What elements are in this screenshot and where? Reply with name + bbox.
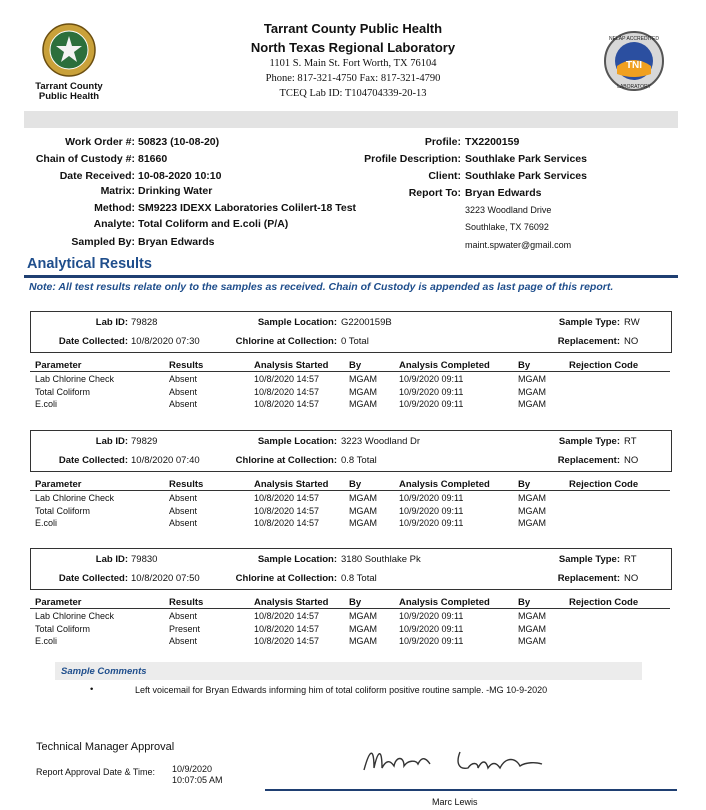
report-address-line1: 3223 Woodland Drive — [465, 205, 552, 215]
table-cell: 10/8/2020 14:57 — [254, 505, 320, 516]
section-rule — [24, 275, 678, 278]
column-header-5: By — [518, 597, 531, 608]
signature-line — [265, 789, 677, 791]
table-cell: Absent — [169, 386, 198, 397]
replacement-value: NO — [624, 573, 639, 584]
date-collected-value: 10/8/2020 07:50 — [131, 573, 200, 584]
column-header-6: Rejection Code — [569, 597, 639, 608]
signature-text: Marc Lewis — [360, 742, 366, 743]
date-received-label: Date Received: — [59, 170, 135, 182]
table-cell: Absent — [169, 493, 198, 503]
approval-time: 10:07:05 AM — [172, 775, 223, 785]
table-cell: MGAM — [349, 518, 377, 528]
chlorine-value: 0.8 Total — [341, 573, 377, 584]
chlorine-label: Chlorine at Collection: — [235, 336, 337, 347]
table-cell: MGAM — [518, 611, 546, 621]
table-cell: MGAM — [349, 623, 377, 634]
table-cell: MGAM — [349, 399, 377, 409]
column-header-2: Analysis Started — [254, 597, 329, 608]
table-cell: E.coli — [35, 636, 58, 646]
table-header-rule — [30, 490, 670, 491]
table-cell: MGAM — [518, 518, 546, 528]
table-cell: Total Coliform — [35, 623, 91, 634]
replacement-label: Replacement: — [557, 336, 620, 347]
table-cell: MGAM — [518, 636, 546, 646]
table-cell: E.coli — [35, 518, 58, 528]
nelap-logo-bottom-text: LABORATORY — [617, 84, 651, 90]
column-header-2: Analysis Started — [254, 360, 329, 371]
column-header-3: By — [349, 597, 362, 608]
column-header-4: Analysis Completed — [399, 360, 490, 371]
table-cell: 10/9/2020 09:11 — [399, 374, 464, 384]
lab-id-label: Lab ID: — [95, 317, 128, 328]
table-cell: Absent — [169, 374, 198, 384]
table-header-rule — [30, 371, 670, 372]
column-header-0: Parameter — [35, 479, 82, 490]
table-cell: MGAM — [349, 374, 377, 384]
analyte-label: Analyte: — [93, 218, 135, 230]
column-header-1: Results — [169, 597, 204, 608]
client-label: Client: — [428, 170, 461, 182]
table-cell: MGAM — [349, 505, 377, 516]
column-header-6: Rejection Code — [569, 479, 639, 490]
table-cell: Present — [169, 623, 201, 634]
table-cell: 10/8/2020 14:57 — [254, 386, 320, 397]
nelap-logo-top-text: NELAP ACCREDITED — [609, 36, 659, 42]
lab-address: 1101 S. Main St. Fort Worth, TX 76104 — [269, 58, 437, 69]
analyte-value: Total Coliform and E.coli (P/A) — [138, 218, 289, 230]
table-cell: 10/8/2020 14:57 — [254, 374, 320, 384]
table-cell: 10/8/2020 14:57 — [254, 623, 320, 634]
date-collected-label: Date Collected: — [58, 573, 128, 584]
logo-text-line2: Public Health — [38, 91, 100, 102]
replacement-label: Replacement: — [557, 455, 620, 466]
column-header-1: Results — [169, 360, 204, 371]
table-cell: 10/9/2020 09:11 — [399, 623, 464, 634]
lab-phone: Phone: 817-321-4750 Fax: 817-321-4790 — [265, 73, 441, 84]
table-cell: Lab Chlorine Check — [35, 493, 115, 503]
chlorine-value: 0 Total — [341, 336, 369, 347]
column-header-4: Analysis Completed — [399, 479, 490, 490]
date-collected-label: Date Collected: — [58, 336, 128, 347]
comments-title: Sample Comments — [61, 666, 147, 677]
logo-text-line1: Tarrant County — [35, 81, 103, 92]
method-label: Method: — [94, 202, 135, 214]
column-header-6: Rejection Code — [569, 360, 639, 371]
chlorine-label: Chlorine at Collection: — [235, 573, 337, 584]
report-to-label: Report To: — [408, 187, 461, 199]
table-cell: 10/8/2020 14:57 — [254, 518, 320, 528]
table-cell: E.coli — [35, 399, 58, 409]
profile-description-value: Southlake Park Services — [465, 153, 587, 165]
profile-value: TX2200159 — [465, 136, 520, 148]
table-cell: MGAM — [349, 386, 377, 397]
profile-label: Profile: — [424, 136, 461, 148]
approval-date: 10/9/2020 — [172, 764, 213, 774]
approval-title: Technical Manager Approval — [36, 741, 175, 753]
sample-location-label: Sample Location: — [257, 554, 337, 565]
table-cell: 10/8/2020 14:57 — [254, 399, 320, 409]
approval-date-label: Report Approval Date & Time: — [36, 767, 156, 777]
replacement-label: Replacement: — [557, 573, 620, 584]
table-cell: 10/9/2020 09:11 — [399, 636, 464, 646]
table-header-rule — [30, 608, 670, 609]
table-cell: 10/9/2020 09:11 — [399, 399, 464, 409]
org-name: Tarrant County Public Health — [263, 21, 443, 36]
table-cell: Absent — [169, 636, 198, 646]
column-header-3: By — [349, 479, 362, 490]
sample-type-value: RW — [624, 317, 640, 328]
table-cell: 10/8/2020 14:57 — [254, 611, 320, 621]
table-cell: Lab Chlorine Check — [35, 611, 115, 621]
lab-id-label: Lab ID: — [95, 554, 128, 565]
lab-id-value: 79829 — [131, 436, 158, 447]
sample-location-label: Sample Location: — [257, 317, 337, 328]
table-cell: 10/9/2020 09:11 — [399, 518, 464, 528]
column-header-0: Parameter — [35, 360, 82, 371]
table-cell: 10/9/2020 09:11 — [399, 505, 464, 516]
table-cell: Absent — [169, 518, 198, 528]
date-collected-label: Date Collected: — [58, 455, 128, 466]
column-header-4: Analysis Completed — [399, 597, 490, 608]
report-email: maint.spwater@gmail.com — [465, 240, 572, 250]
replacement-value: NO — [624, 455, 639, 466]
table-cell: Total Coliform — [35, 386, 91, 397]
column-header-5: By — [518, 360, 531, 371]
table-cell: MGAM — [518, 374, 546, 384]
sampled-by-value: Bryan Edwards — [138, 236, 215, 248]
sample-type-label: Sample Type: — [558, 554, 620, 565]
work-order-label: Work Order #: — [65, 136, 135, 148]
replacement-value: NO — [624, 336, 639, 347]
table-cell: MGAM — [349, 636, 377, 646]
table-cell: Absent — [169, 611, 198, 621]
sample-location-value: 3180 Southlake Pk — [341, 554, 421, 565]
sample-type-label: Sample Type: — [558, 436, 620, 447]
coc-label: Chain of Custody #: — [35, 153, 135, 165]
report-to-value: Bryan Edwards — [465, 187, 542, 199]
table-cell: Lab Chlorine Check — [35, 374, 115, 384]
sample-location-value: G2200159B — [341, 317, 392, 328]
column-header-1: Results — [169, 479, 204, 490]
lab-name: North Texas Regional Laboratory — [250, 40, 456, 55]
table-cell: Total Coliform — [35, 505, 91, 516]
sample-type-value: RT — [624, 436, 637, 447]
column-header-0: Parameter — [35, 597, 82, 608]
sample-location-value: 3223 Woodland Dr — [341, 436, 421, 447]
column-header-3: By — [349, 360, 362, 371]
signature-image — [360, 742, 550, 778]
table-cell: Absent — [169, 505, 198, 516]
sample-type-label: Sample Type: — [558, 317, 620, 328]
matrix-label: Matrix: — [100, 185, 135, 197]
table-cell: MGAM — [518, 505, 546, 516]
table-cell: MGAM — [518, 493, 546, 503]
lab-id-label: Lab ID: — [95, 436, 128, 447]
date-received-value: 10-08-2020 10:10 — [138, 170, 222, 182]
sample-type-value: RT — [624, 554, 637, 565]
chlorine-label: Chlorine at Collection: — [235, 455, 337, 466]
tni-logo-text: TNI — [625, 60, 643, 71]
coc-value: 81660 — [138, 153, 168, 165]
method-value: SM9223 IDEXX Laboratories Colilert-18 Test — [138, 202, 357, 214]
report-address-line2: Southlake, TX 76092 — [465, 222, 549, 232]
profile-description-label: Profile Description: — [364, 153, 461, 165]
table-cell: 10/8/2020 14:57 — [254, 636, 320, 646]
table-cell: Absent — [169, 399, 198, 409]
table-cell: MGAM — [349, 493, 377, 503]
table-cell: MGAM — [349, 611, 377, 621]
table-cell: MGAM — [518, 399, 546, 409]
table-cell: 10/9/2020 09:11 — [399, 611, 464, 621]
table-cell: 10/9/2020 09:11 — [399, 493, 464, 503]
table-cell: 10/9/2020 09:11 — [399, 386, 464, 397]
signer-name: Marc Lewis — [432, 797, 478, 807]
table-cell: 10/8/2020 14:57 — [254, 493, 320, 503]
table-cell: MGAM — [518, 623, 546, 634]
comment-bullet: • — [90, 684, 94, 695]
table-cell: MGAM — [518, 386, 546, 397]
work-order-value: 50823 (10-08-20) — [138, 136, 220, 148]
results-note: Note: All test results relate only to the samples as received. Chain of Custody is appended as last page of this report. — [29, 281, 614, 293]
header-divider-bar — [24, 111, 678, 128]
lab-id-value: 79828 — [131, 317, 158, 328]
column-header-5: By — [518, 479, 531, 490]
tceq-lab-id: TCEQ Lab ID: T104704339-20-13 — [279, 88, 427, 99]
section-title: Analytical Results — [27, 256, 152, 272]
chlorine-value: 0.8 Total — [341, 455, 377, 466]
client-value: Southlake Park Services — [465, 170, 587, 182]
date-collected-value: 10/8/2020 07:30 — [131, 336, 200, 347]
date-collected-value: 10/8/2020 07:40 — [131, 455, 200, 466]
lab-id-value: 79830 — [131, 554, 158, 565]
sample-location-label: Sample Location: — [257, 436, 337, 447]
column-header-2: Analysis Started — [254, 479, 329, 490]
sampled-by-label: Sampled By: — [71, 236, 135, 248]
matrix-value: Drinking Water — [138, 185, 213, 197]
comment-text: Left voicemail for Bryan Edwards informing him of total coliform positive routine sample. -MG 10-9-2020 — [135, 685, 548, 695]
